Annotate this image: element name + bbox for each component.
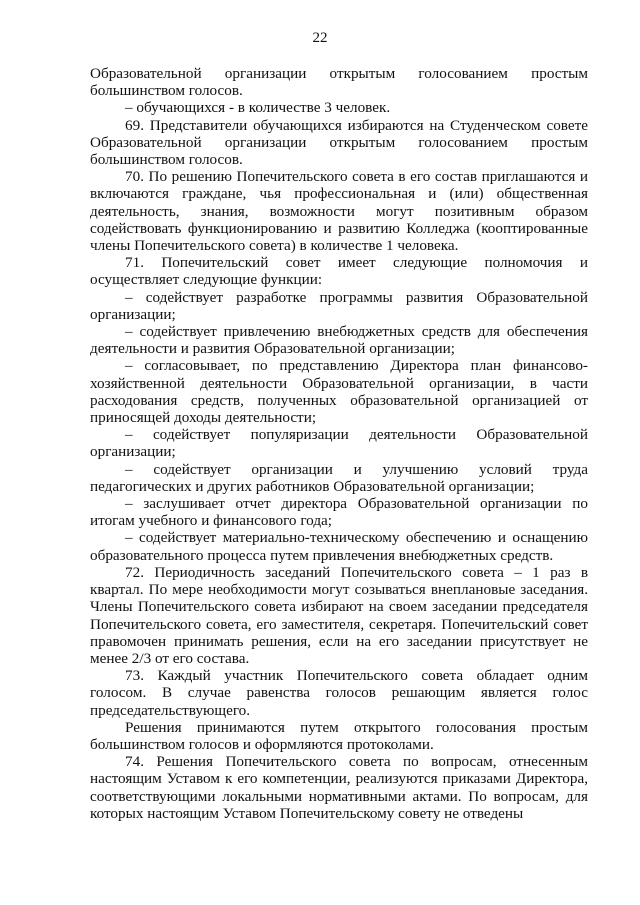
paragraph-2: – обучающихся - в количестве 3 человек. (125, 99, 391, 117)
paragraph-9: – содействует популяризации деятельности Образовательной организации; (90, 426, 588, 461)
paragraph-3: 69. Представители обучающихся избираются на Студенческом совете Образовательной организации открытым голосованием простым большинством голосов. (90, 116, 588, 169)
paragraph-4: 70. По решению Попечительского совета в его состав приглашаются и включаются граждане, чья профессиональная и (или) общественная деятельность, знания, возможности могут позитивным образом содействовать функционированию и развитию Колледжа (кооптированные члены Попечительского совета) в количестве 1 человека. (90, 168, 588, 255)
paragraph-12: – содействует материально-техническому обеспечению и оснащению образовательного процесса путем привлечения внебюджетных средств. (90, 529, 588, 564)
page-number: 22 (312, 30, 328, 46)
document-body (90, 65, 588, 822)
paragraph-10: – содействует организации и улучшению условий труда педагогических и других работников Образовательной организации; (90, 460, 588, 495)
paragraph-7: – содействует привлечению внебюджетных средств для обеспечения деятельности и развития Образовательной организации; (90, 323, 588, 358)
paragraph-6: – содействует разработке программы развития Образовательной организации; (90, 288, 588, 323)
paragraph-1: Образовательной организации открытым голосованием простым большинством голосов. (90, 65, 588, 100)
paragraph-8: – согласовывает, по представлению Директора план финансово-хозяйственной деятельности Образовательной организации, в части расходования средств, полученных образовательной организацией от приносящей доходы деятельности; (90, 357, 588, 427)
paragraph-14: 73. Каждый участник Попечительского совета обладает одним голосом. В случае равенства голосов решающим является голос председательствующего. (90, 667, 588, 719)
paragraph-5: 71. Попечительский совет имеет следующие полномочия и осуществляет следующие функции: (90, 254, 588, 289)
paragraph-13: 72. Периодичность заседаний Попечительского совета – 1 раз в квартал. По мере необходимости могут созываться внеплановые заседания. Члены Попечительского совета избирают на своем заседании председателя Попечительского совета, его заместителя, секретаря. Попечительский совет правомочен принимать решения, если на его заседании присутствует не менее 2/3 от его состава. (90, 563, 588, 667)
paragraph-11: – заслушивает отчет директора Образовательной организации по итогам учебного и финансового года; (90, 495, 588, 530)
paragraph-15: Решения принимаются путем открытого голосования простым большинством голосов и оформляются протоколами. (90, 718, 588, 753)
paragraph-16: 74. Решения Попечительского совета по вопросам, отнесенным настоящим Уставом к его компетенции, реализуются приказами Директора, соответствующими локальными нормативными актами. По вопросам, для которых настоящим Уставом Попечительскому совету не отведены (90, 753, 588, 822)
